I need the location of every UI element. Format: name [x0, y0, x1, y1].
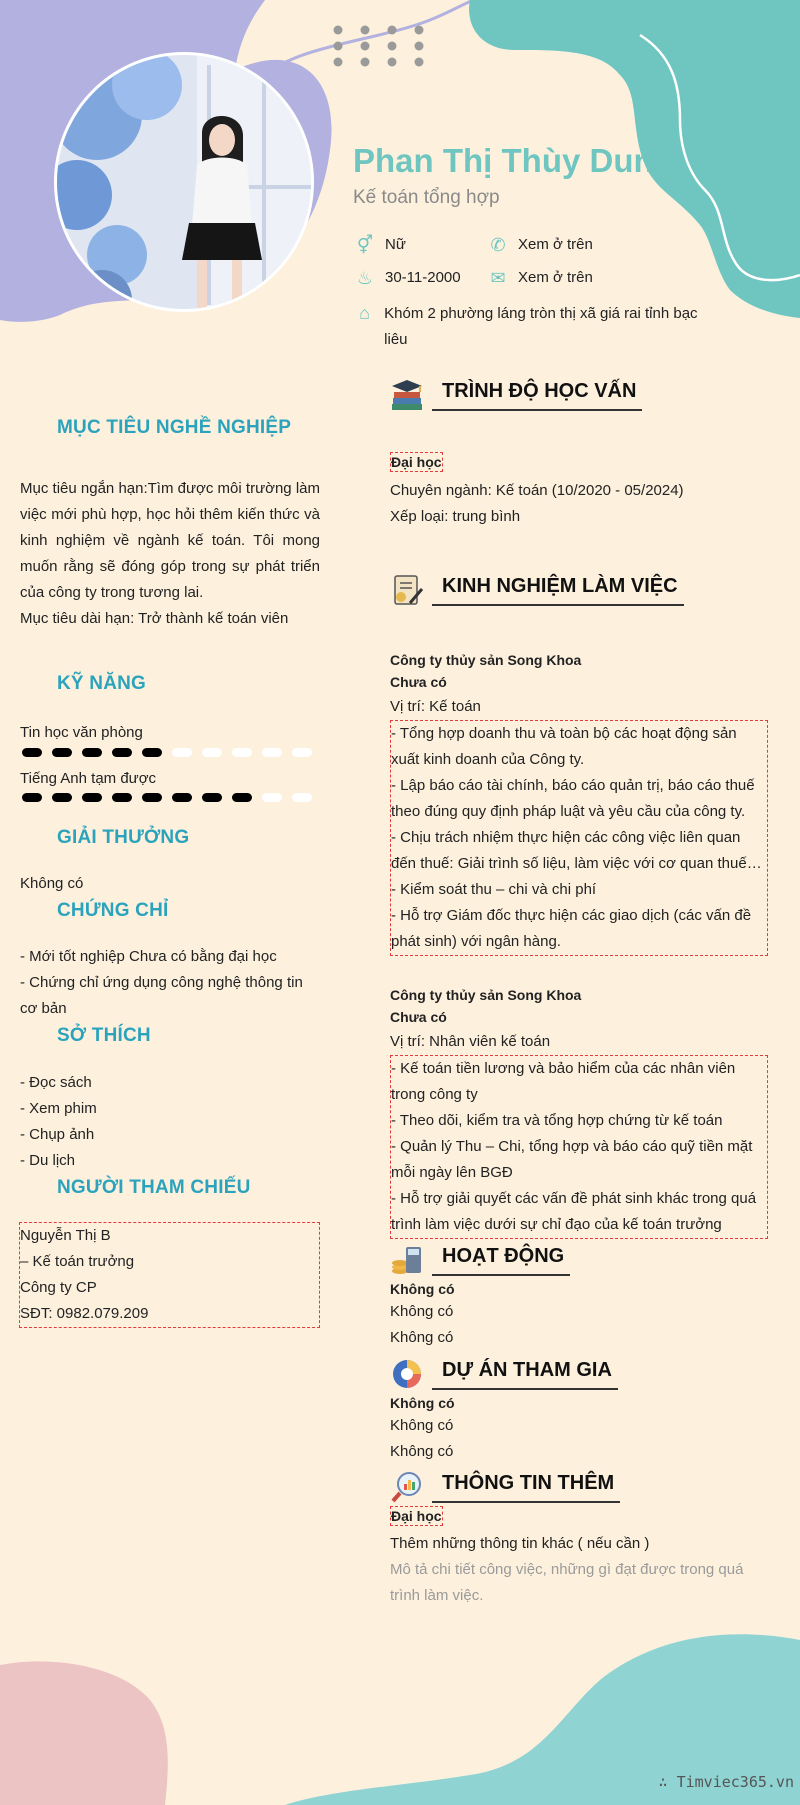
hobby-item: - Đọc sách: [20, 1074, 92, 1091]
job-company: Công ty thủy sản Song Khoa: [390, 652, 582, 668]
education-heading: [390, 378, 642, 412]
activity-heading: [390, 1243, 570, 1277]
certs-heading: CHỨNG CHỈ: [57, 900, 169, 921]
activity-line: Không có: [390, 1281, 455, 1297]
edu-major: Chuyên ngành: Kế toán (10/2020 - 05/2024): [390, 482, 684, 499]
gender-icon: ⚥: [356, 235, 374, 255]
info-dob: [353, 269, 461, 289]
activity-line: Không có: [390, 1329, 454, 1346]
job-company: Công ty thủy sản Song Khoa: [390, 987, 582, 1003]
skill-rating-2: [22, 793, 322, 802]
skills-heading: KỸ NĂNG: [57, 673, 147, 694]
birthday-icon: ♨: [356, 268, 374, 288]
email-icon: ✉: [490, 268, 506, 288]
edu-school: Đại học: [391, 454, 442, 470]
job-time: Chưa có: [390, 1009, 447, 1025]
info-address: [353, 301, 713, 353]
reference-heading: NGƯỜI THAM CHIẾU: [57, 1177, 251, 1198]
phone-icon: ✆: [490, 235, 506, 255]
address-value: Khóm 2 phường láng tròn thị xã giá rai tỉnh bạc liêu: [384, 305, 698, 348]
experience-heading: [390, 573, 684, 607]
task-item: - Hỗ trợ giải quyết các vấn đề phát sinh khác trong quá trình làm việc dưới sự chỉ đạo của kế toán trưởng: [391, 1190, 757, 1233]
project-content: [390, 1393, 455, 1465]
reference-line: Nguyễn Thị B: [20, 1227, 111, 1244]
project-line: Không có: [390, 1417, 454, 1434]
watermark-logo: ∴ Timviec365.vn: [658, 1773, 794, 1791]
objective-heading: MỤC TIÊU NGHỀ NGHIỆP: [57, 417, 292, 438]
activity-content: [390, 1279, 455, 1351]
project-line: Không có: [390, 1443, 454, 1460]
job-2: [390, 985, 768, 1239]
info-icon: [390, 1470, 424, 1504]
education-title: TRÌNH ĐỘ HỌC VẤN: [432, 380, 642, 411]
cert-item: - Mới tốt nghiệp Chưa có bằng đại học: [20, 948, 277, 965]
job-position: Vị trí: Kế toán: [390, 698, 481, 715]
objective-long: Mục tiêu dài hạn: Trở thành kế toán viên: [20, 610, 289, 627]
info-phone: [486, 236, 593, 256]
task-item: - Kế toán tiền lương và bảo hiểm của các nhân viên trong công ty: [391, 1060, 736, 1103]
more-info-placeholder: Mô tả chi tiết công việc, những gì đạt được trong quá trình làm việc.: [390, 1561, 744, 1604]
task-item: - Quản lý Thu – Chi, tổng hợp và báo cáo quỹ tiền mặt mỗi ngày lên BGĐ: [391, 1138, 753, 1181]
awards-text: Không có: [20, 875, 84, 892]
project-heading: [390, 1357, 618, 1391]
reference-line: – Kế toán trưởng: [20, 1253, 135, 1270]
email-value: Xem ở trên: [518, 269, 593, 286]
hobby-item: - Chụp ảnh: [20, 1126, 95, 1143]
skill-name-1: Tin học văn phòng: [20, 724, 143, 741]
activity-icon: [390, 1243, 424, 1277]
education-icon: [390, 378, 424, 412]
activity-title: HOẠT ĐỘNG: [432, 1245, 570, 1276]
skill-rating-1: [22, 748, 322, 757]
experience-icon: [390, 573, 424, 607]
edu-rank: Xếp loại: trung bình: [390, 508, 521, 525]
skill-name-2: Tiếng Anh tạm được: [20, 770, 157, 787]
info-email: [486, 269, 593, 289]
objective-short: Mục tiêu ngắn hạn:Tìm được môi trường làm việc mới phù hợp, học hỏi thêm kiến thức và kinh nghiệm về ngành kế toán. Tôi mong muốn rằng sẽ đóng góp trong sự phát triển của công ty trong tương lai.: [20, 480, 320, 601]
job-1: [390, 650, 768, 956]
job-title: Kế toán tổng hợp: [353, 187, 500, 208]
job-time: Chưa có: [390, 674, 447, 690]
job-tasks: [390, 720, 768, 956]
more-info-text: Thêm những thông tin khác ( nếu cần ): [390, 1535, 650, 1552]
task-item: - Tổng hợp doanh thu và toàn bộ các hoạt động sản xuất kinh doanh của Công ty.: [391, 725, 737, 768]
more-info-title: THÔNG TIN THÊM: [432, 1472, 620, 1503]
job-position: Vị trí: Nhân viên kế toán: [390, 1033, 551, 1050]
cert-item: - Chứng chỉ ứng dụng công nghệ thông tin cơ bản: [20, 974, 303, 1017]
task-item: - Hỗ trợ Giám đốc thực hiện các giao dịch (các vấn đề phát sinh) với ngân hàng.: [391, 907, 752, 950]
reference-line: Công ty CP: [20, 1279, 97, 1296]
more-info-head: Đại học: [391, 1508, 442, 1524]
avatar: [54, 52, 314, 312]
reference-box: [19, 1222, 320, 1328]
task-item: - Theo dõi, kiểm tra và tổng hợp chứng từ kế toán: [391, 1112, 723, 1129]
hobby-item: - Du lịch: [20, 1152, 76, 1169]
home-icon: ⌂: [359, 303, 371, 323]
project-icon: [390, 1357, 424, 1391]
reference-line: SĐT: 0982.079.209: [20, 1305, 149, 1322]
task-item: - Chịu trách nhiệm thực hiện các công việc liên quan đến thuế: Giải trình số liệu, làm việc với cơ quan thuế…: [391, 829, 762, 872]
task-item: - Lập báo cáo tài chính, báo cáo quản trị, báo cáo thuế theo đúng quy định pháp luật và yêu cầu của công ty.: [391, 777, 755, 820]
more-info-heading: [390, 1470, 620, 1504]
phone-value: Xem ở trên: [518, 236, 593, 253]
dob-value: 30-11-2000: [385, 269, 461, 286]
project-line: Không có: [390, 1395, 455, 1411]
certs-list: [20, 944, 320, 1022]
awards-heading: GIẢI THƯỞNG: [57, 827, 190, 848]
job-tasks: [390, 1055, 768, 1239]
info-gender: [353, 236, 406, 256]
hobbies-list: [20, 1070, 97, 1174]
candidate-name: Phan Thị Thùy Dung: [353, 142, 674, 179]
task-item: - Kiểm soát thu – chi và chi phí: [391, 881, 597, 898]
experience-title: KINH NGHIỆM LÀM VIỆC: [432, 575, 684, 606]
hobbies-heading: SỞ THÍCH: [57, 1025, 151, 1046]
gender-value: Nữ: [385, 236, 406, 253]
activity-line: Không có: [390, 1303, 454, 1320]
project-title: DỰ ÁN THAM GIA: [432, 1359, 618, 1390]
hobby-item: - Xem phim: [20, 1100, 97, 1117]
